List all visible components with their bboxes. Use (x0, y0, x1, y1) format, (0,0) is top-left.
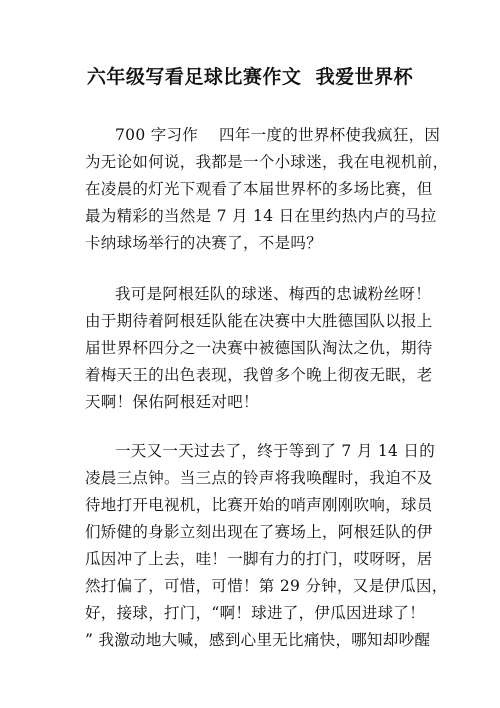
paragraph-line: 卡纳球场举行的决赛了，不是吗？ (85, 234, 323, 252)
paragraph-line: 凌晨三点钟。当三点的铃声将我唤醒时，我迫不及 (85, 469, 433, 487)
paragraph-line: 一天又一天过去了，终于等到了 7 月 14 日的 (115, 442, 435, 460)
paragraph-line: ” 我激动地大喊，感到心里无比痛快，哪知却吵醒 (85, 631, 431, 649)
paragraph-line: 由于期待着阿根廷队能在决赛中大胜德国队以报上 (85, 312, 433, 330)
paragraph-line: 瓜因冲了上去，哇！一脚有力的打门，哎呀呀，居 (85, 550, 433, 568)
paragraph-line: 700 字习作 四年一度的世界杯使我疯狂，因 (115, 126, 441, 144)
paragraph-line: 在凌晨的灯光下观看了本届世界杯的多场比赛，但 (85, 180, 433, 198)
paragraph-line: 然打偏了，可惜，可惜！第 29 分钟，又是伊瓜因， (85, 577, 448, 595)
paragraph-line: 为无论如何说，我都是一个小球迷，我在电视机前， (85, 153, 449, 171)
paragraph-line: 着梅天王的出色表现，我曾多个晚上彻夜无眠，老 (85, 366, 433, 384)
paragraph-line: 们矫健的身影立刻出现在了赛场上，阿根廷队的伊 (85, 523, 433, 541)
paragraph-line: 待地打开电视机，比赛开始的哨声刚刚吹响，球员 (85, 496, 433, 514)
paragraph-line: 我可是阿根廷队的球迷、梅西的忠诚粉丝呀！ (115, 285, 432, 303)
paragraph-line: 天啊！保佑阿根廷对吧！ (85, 393, 259, 411)
paragraph-line: 届世界杯四分之一决赛中被德国队淘汰之仇，期待 (85, 339, 433, 357)
paragraph-line: 最为精彩的当然是 7 月 14 日在里约热内卢的马拉 (85, 207, 437, 225)
essay-title: 六年级写看足球比赛作文 我爱世界杯 (86, 66, 414, 88)
paragraph-line: 好，接球，打门，“啊！球进了，伊瓜因进球了！ (85, 604, 426, 622)
